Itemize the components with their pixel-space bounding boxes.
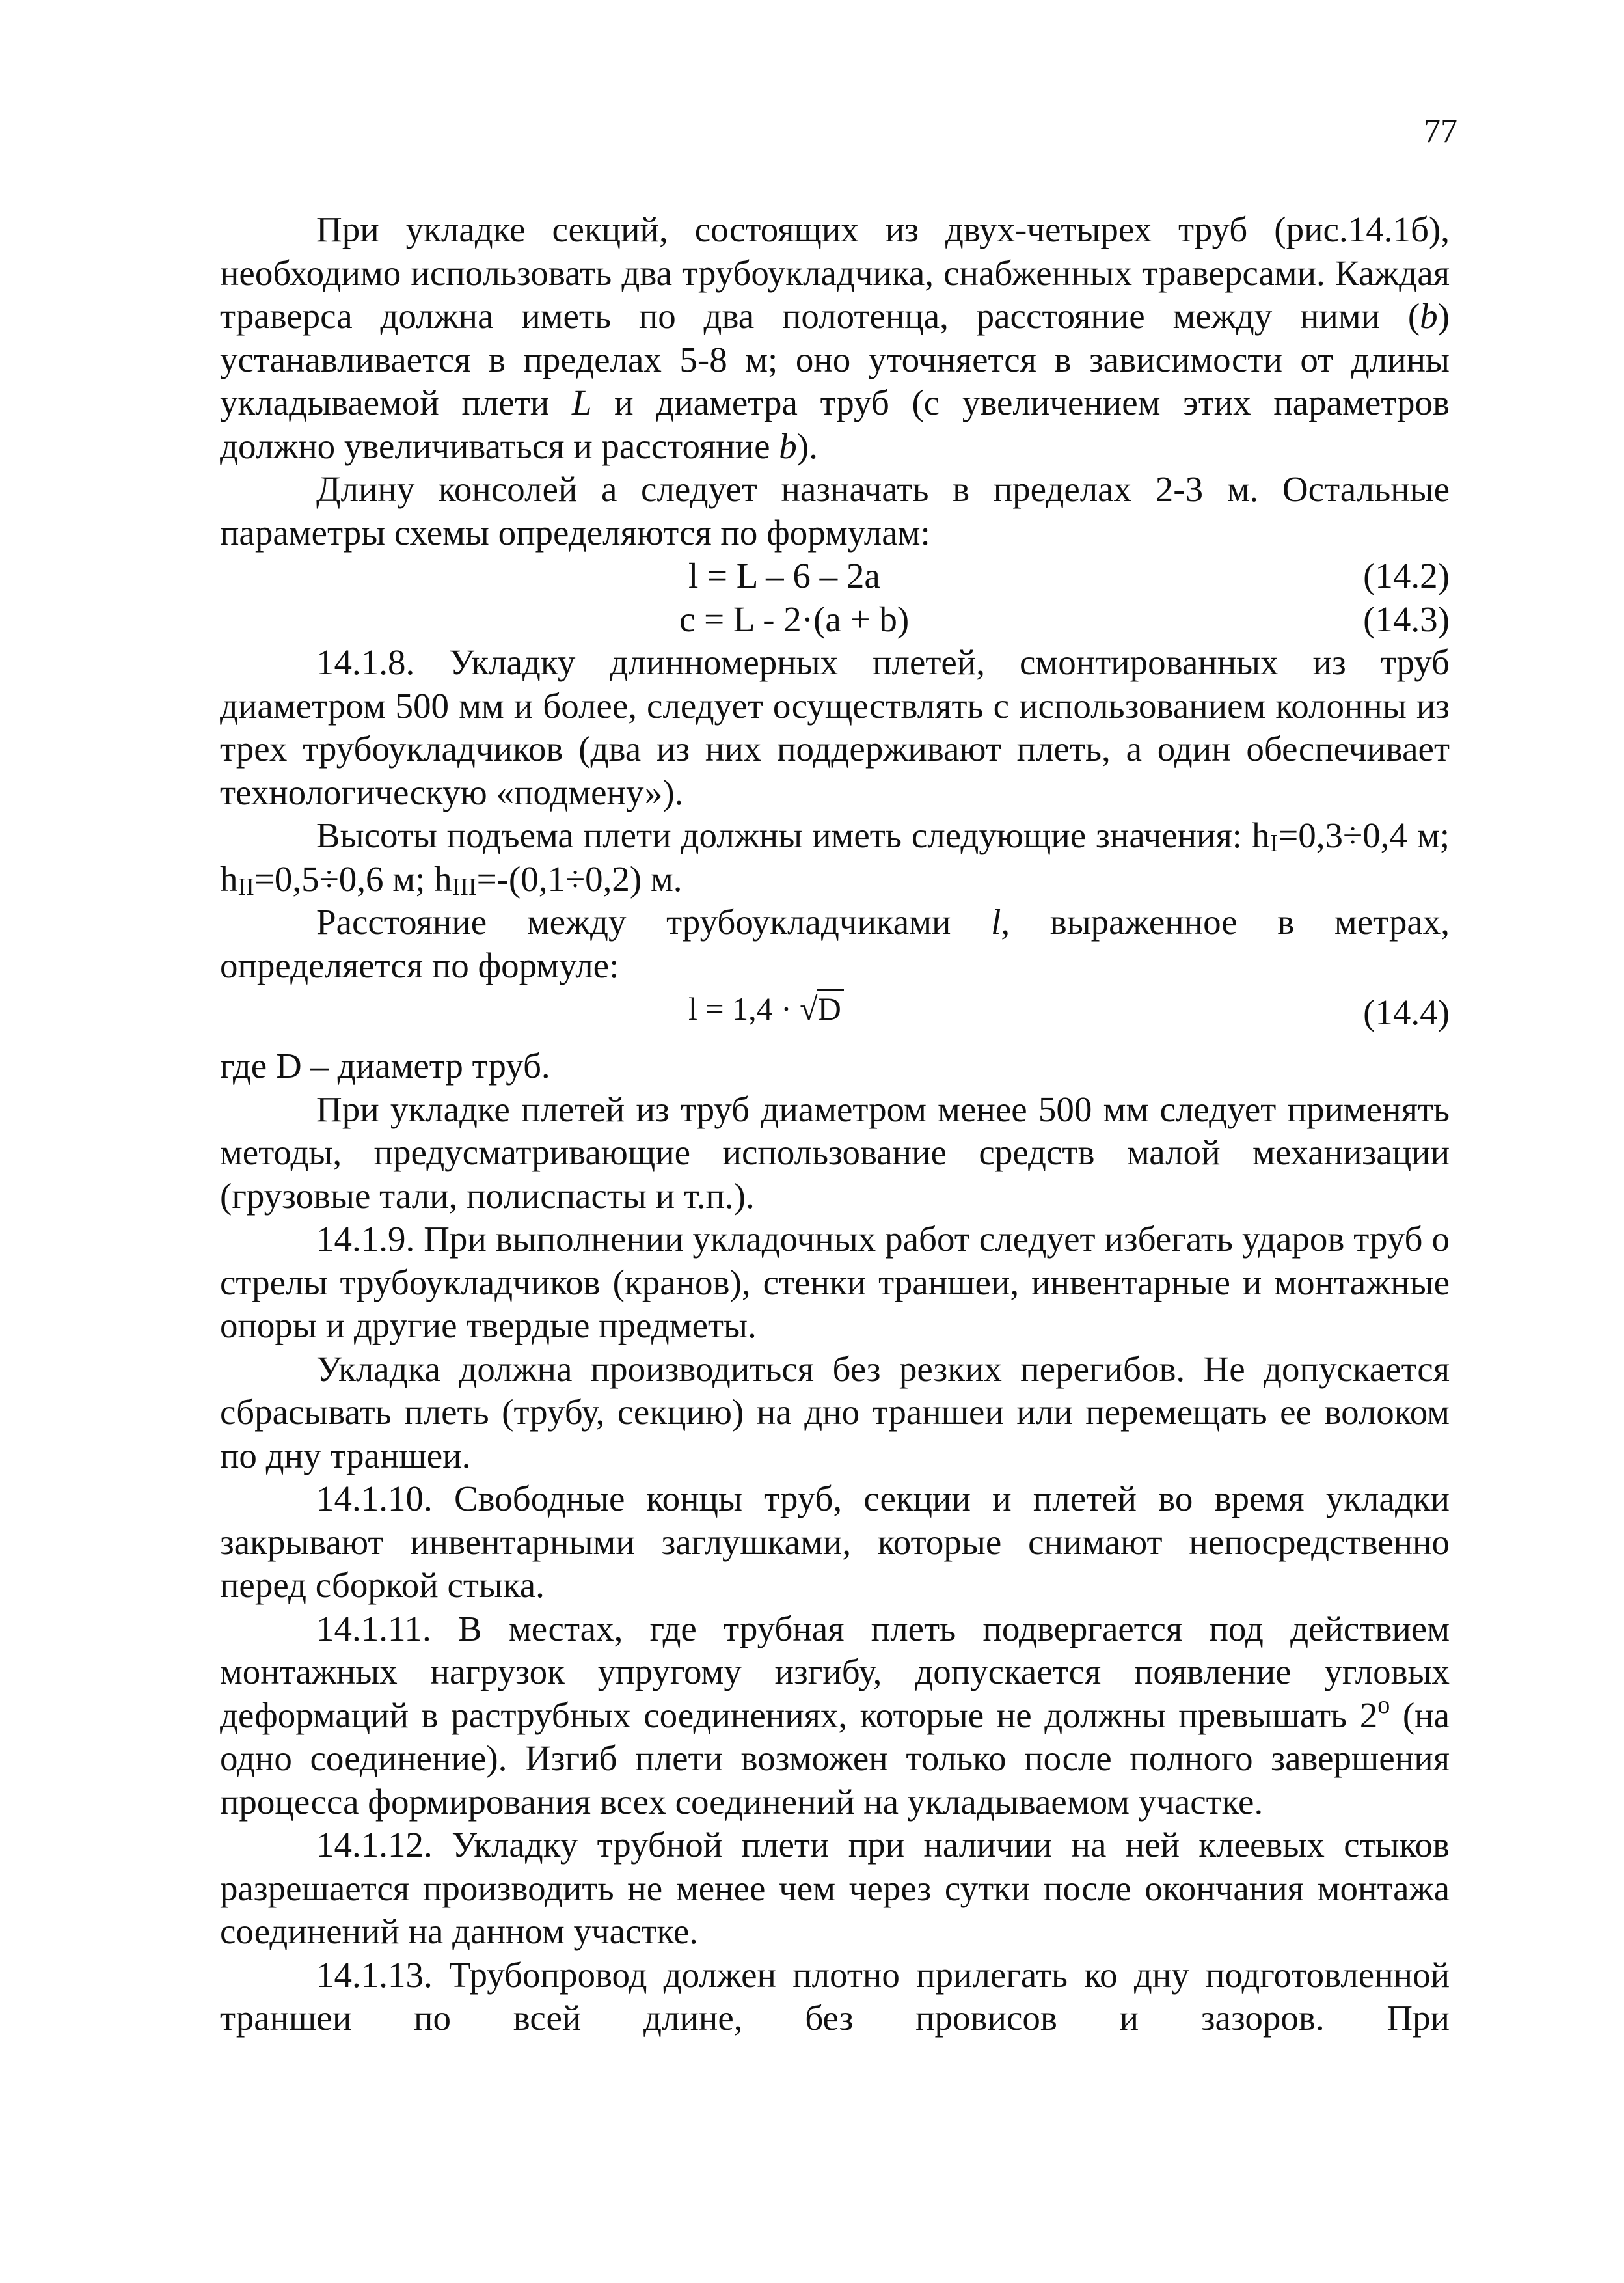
text-run: и диаметра труб (с увеличением этих параметров должно увеличиваться и расстояние	[220, 383, 1450, 466]
formula-14-2	[220, 554, 1450, 598]
subscript: I	[1269, 830, 1279, 857]
paragraph-14-1-10: 14.1.10. Свободные концы труб, секции и плетей во время укладки закрывают инвентарными заглушками, которые снимают непосредственно перед сборкой стыка.	[220, 1479, 1450, 1605]
formula-number: (14.3)	[1363, 599, 1450, 639]
formula-expression	[688, 987, 844, 1031]
paragraph-where-d: где D – диаметр труб.	[220, 1046, 550, 1086]
formula-number: (14.2)	[1363, 556, 1450, 595]
formula-expression: l = L – 6 – 2a	[688, 556, 880, 595]
subscript: II	[237, 873, 254, 901]
text-run: ) устанавливается в пределах 5-8 м; оно уточняется в зависимости от длины укладываемой плети	[220, 296, 1450, 422]
symbol-l: l	[991, 902, 1001, 942]
text-run: ).	[796, 426, 818, 466]
text-run: =0,3÷0,4 м; h	[220, 815, 1450, 899]
text-run: Высоты подъема плети должны иметь следующие значения: h	[316, 815, 1270, 855]
formula-number: (14.4)	[1363, 992, 1450, 1032]
paragraph-section-laying	[220, 208, 1450, 468]
paragraph-consoles: Длину консолей а следует назначать в пределах 2-3 м. Остальные параметры схемы определяются по формулам:	[220, 469, 1450, 553]
text-run: (на одно соединение). Изгиб плети возможен только после полного завершения процесса формирования всех соединений на укладываемом участке.	[220, 1695, 1450, 1822]
paragraph-14-1-12: 14.1.12. Укладку трубной плети при наличии на ней клеевых стыков разрешается производить не менее чем через сутки после окончания монтажа соединений на данном участке.	[220, 1825, 1450, 1951]
paragraph-small-diameter: При укладке плетей из труб диаметром менее 500 мм следует применять методы, предусматривающие использование средств малой механизации (грузовые тали, полиспасты и т.п.).	[220, 1089, 1450, 1216]
text-run: =0,5÷0,6 м; h	[254, 858, 452, 899]
formula-14-3	[220, 598, 1450, 642]
symbol-b: b	[779, 426, 797, 466]
text-run: При укладке секций, состоящих из двух-четырех труб (рис.14.1б), необходимо использовать два трубоукладчика, снабженных траверсами. Каждая траверса должна иметь по два полотенца, расстояние между ними (	[220, 210, 1450, 336]
sqrt-radicand: D	[817, 989, 844, 1026]
page-number: 77	[1424, 113, 1457, 150]
paragraph-14-1-8: 14.1.8. Укладку длинномерных плетей, смонтированных из труб диаметром 500 мм и более, следует осуществлять с использованием колонны из трех трубоукладчиков (два из них поддерживают плеть, а один обеспечивает технологическую «подмену»).	[220, 642, 1450, 812]
degree-superscript: o	[1377, 1691, 1390, 1719]
paragraph-14-1-9: 14.1.9. При выполнении укладочных работ следует избегать ударов труб о стрелы трубоукладчиков (кранов), стенки траншеи, инвентарные и монтажные опоры и другие твердые предметы.	[220, 1219, 1450, 1345]
document-body	[220, 208, 1450, 2040]
text-run: =-(0,1÷0,2) м.	[476, 858, 683, 899]
symbol-b: b	[1420, 296, 1438, 336]
paragraph-no-bends: Укладка должна производиться без резких перегибов. Не допускается сбрасывать плеть (трубу, секцию) на дно траншеи или перемещать ее волоком по дну траншеи.	[220, 1348, 1450, 1475]
formula-expression: c = L - 2·(a + b)	[679, 599, 910, 639]
paragraph-distance	[220, 901, 1450, 987]
paragraph-14-1-11	[220, 1607, 1450, 1824]
subscript: III	[452, 873, 477, 901]
text-run: 14.1.11. В местах, где трубная плеть подвергается под действием монтажных нагрузок упругому изгибу, допускается появление угловых деформаций в раструбных соединениях, которые не должны превышать 2	[220, 1608, 1450, 1735]
symbol-L: L	[571, 383, 592, 422]
paragraph-14-1-13: 14.1.13. Трубопровод должен плотно прилегать ко дну подготовленной траншеи по всей длине, без провисов и зазоров. При	[220, 1954, 1450, 2038]
formula-prefix: l = 1,4 · √	[688, 991, 818, 1027]
paragraph-lift-heights	[220, 814, 1450, 901]
formula-14-4	[220, 987, 1450, 1045]
text-run: , выраженное в метрах, определяется по формуле:	[220, 902, 1450, 985]
text-run: Расстояние между трубоукладчиками	[316, 902, 992, 942]
